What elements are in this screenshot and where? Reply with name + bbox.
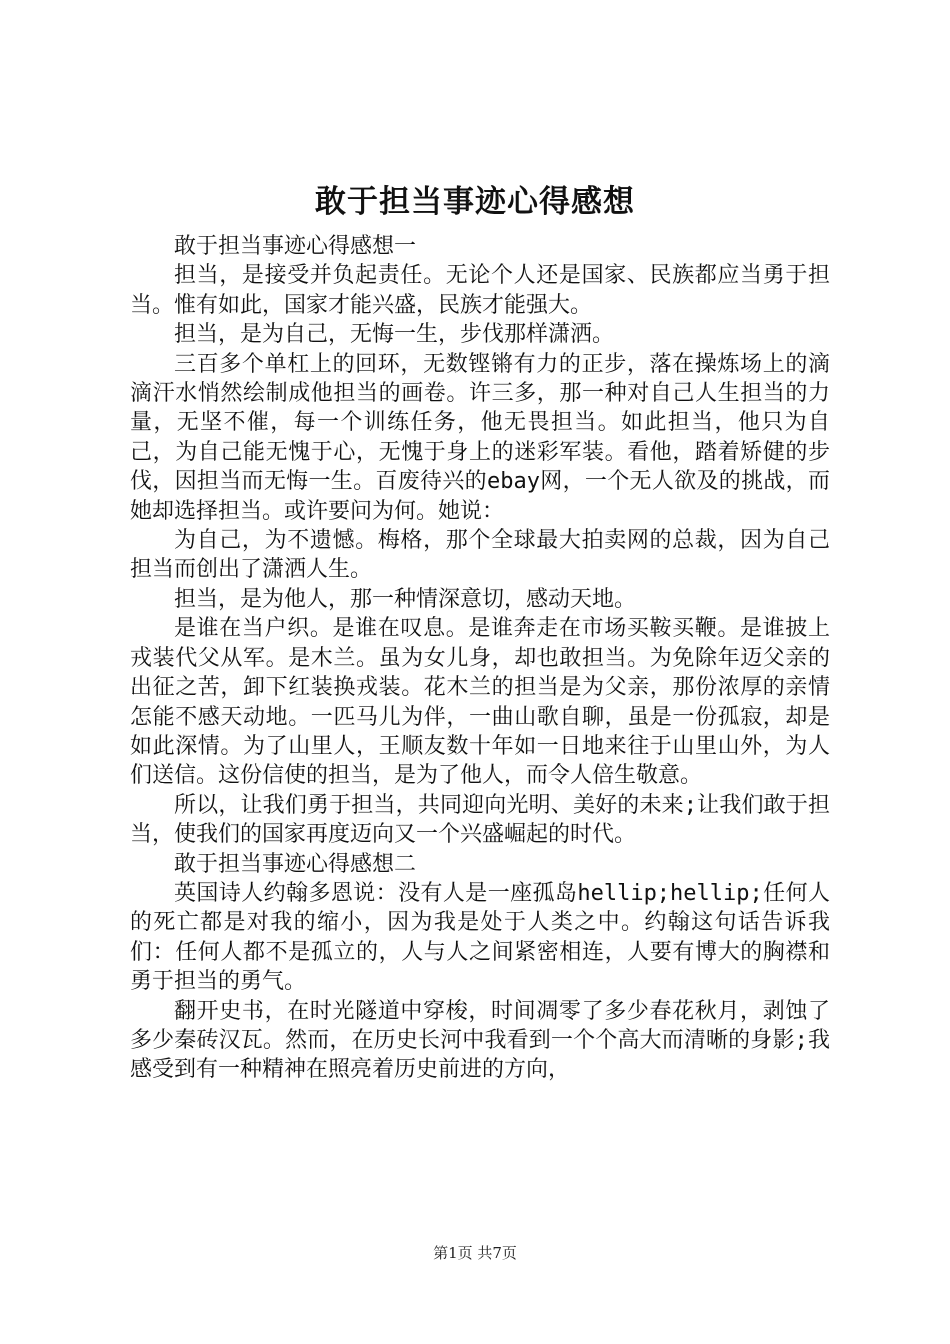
paragraph: 担当，是为他人，那一种情深意切，感动天地。 (174, 586, 637, 612)
paragraph: 所以，让我们勇于担当，共同迎向光明、美好的未来;让我们敢于担当，使我们的国家再度迈向又一个兴盛崛起的时代。 (130, 792, 830, 848)
document-title: 敢于担当事迹心得感想 (315, 184, 635, 220)
paragraph: 担当，是为自己，无悔一生，步伐那样潇洒。 (174, 322, 615, 348)
section-heading-1: 敢于担当事迹心得感想一 (174, 234, 417, 259)
paragraph: 担当，是接受并负起责任。无论个人还是国家、民族都应当勇于担当。惟有如此，国家才能兴盛，民族才能强大。 (130, 263, 830, 318)
page-number-footer: 第1页 共7页 (433, 1244, 517, 1262)
paragraph: 翻开史书，在时光隧道中穿梭，时间凋零了多少春花秋月，剥蚀了多少秦砖汉瓦。然而，在历史长河中我看到一个个高大而清晰的身影;我感受到有一种精神在照亮着历史前进的方向， (130, 998, 830, 1083)
paragraph: 为自己，为不遗憾。梅格，那个全球最大拍卖网的总裁，因为自己担当而创出了潇洒人生。 (130, 528, 830, 583)
paragraph: 是谁在当户织。是谁在叹息。是谁奔走在市场买鞍买鞭。是谁披上戎装代父从军。是木兰。虽为女儿身，却也敢担当。为免除年迈父亲的出征之苦，卸下红装换戎装。花木兰的担当是为父亲，那份浓厚的亲情怎能不感天动地。一匹马儿为伴，一曲山歌自聊，虽是一份孤寂，却是如此深情。为了山里人，王顺友数十年如一日地来往于山里山外，为人们送信。这份信使的担当，是为了他人，而令人倍生敬意。 (130, 616, 830, 789)
paragraph: 三百多个单杠上的回环，无数铿锵有力的正步，落在操炼场上的滴滴汗水悄然绘制成他担当的画卷。许三多，那一种对自己人生担当的力量，无坚不催，每一个训练任务，他无畏担当。如此担当，他只为自己，为自己能无愧于心，无愧于身上的迷彩军装。看他，踏着矫健的步伐，因担当而无悔一生。百废待兴的ebay网，一个无人欲及的挑战，而她却选择担当。或许要问为何。她说： (130, 351, 830, 524)
paragraph: 英国诗人约翰多恩说：没有人是一座孤岛hellip;hellip;任何人的死亡都是对我的缩小，因为我是处于人类之中。约翰这句话告诉我们：任何人都不是孤立的，人与人之间紧密相连，人要有博大的胸襟和勇于担当的勇气。 (130, 880, 830, 995)
section-heading-2: 敢于担当事迹心得感想二 (174, 851, 417, 877)
document-body (130, 232, 830, 1085)
